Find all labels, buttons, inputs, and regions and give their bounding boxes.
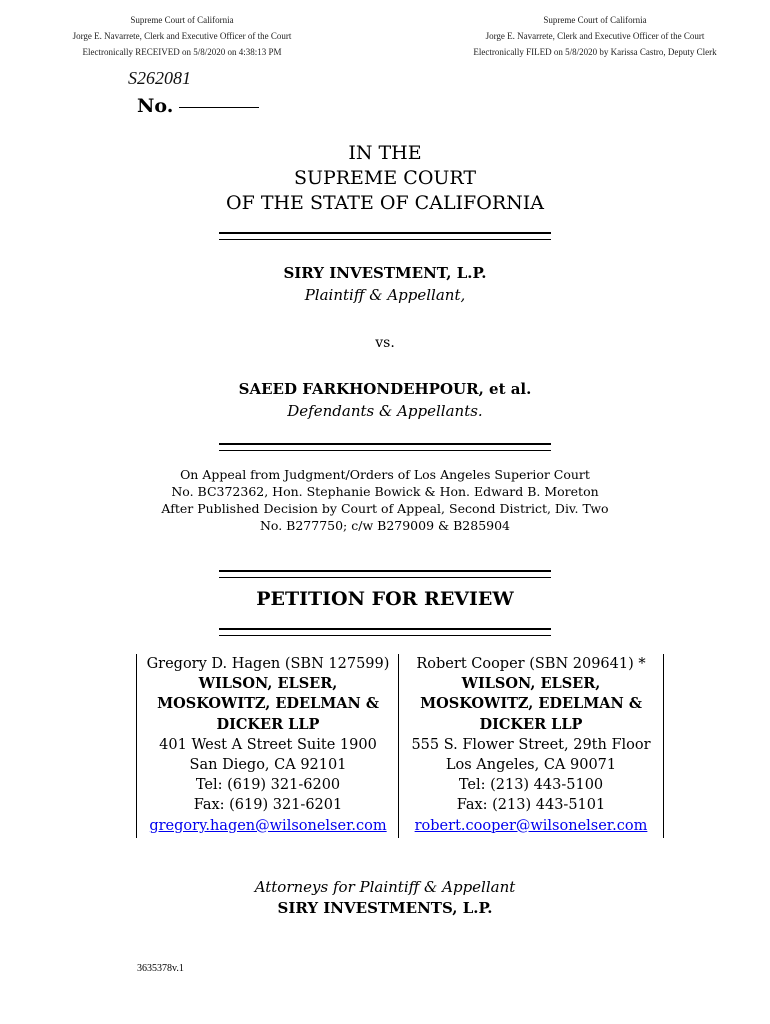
filed-stamp-clerk: Jorge E. Navarrete, Clerk and Executive Officer of the Court	[485, 31, 705, 41]
divider-rule-3	[219, 570, 551, 578]
counsel-address: 555 S. Flower Street, 29th Floor	[411, 736, 651, 753]
appeal-line-2: No. BC372362, Hon. Stephanie Bowick & Hon. Edward B. Moreton	[171, 484, 599, 499]
counsel-city: San Diego, CA 92101	[189, 757, 347, 774]
case-number-line	[137, 95, 259, 117]
counsel-firm-line: DICKER LLP	[479, 715, 583, 733]
defendant-block	[0, 378, 770, 422]
counsel-firm-line: WILSON, ELSER,	[198, 675, 338, 693]
counsel-name: Robert Cooper (SBN 209641) *	[416, 656, 646, 672]
filed-stamp	[430, 12, 760, 60]
counsel-email-link[interactable]: robert.cooper@wilsonelser.com	[414, 817, 648, 834]
counsel-city: Los Angeles, CA 90071	[445, 757, 617, 774]
counsel-firm-line: WILSON, ELSER,	[461, 675, 601, 693]
counsel-name: Gregory D. Hagen (SBN 127599)	[146, 656, 390, 672]
defendant-name: SAEED FARKHONDEHPOUR, et al.	[238, 380, 532, 398]
attorneys-for-block	[0, 877, 770, 919]
versus: vs.	[375, 335, 395, 351]
court-line-3: OF THE STATE OF CALIFORNIA	[226, 192, 544, 214]
received-stamp-clerk: Jorge E. Navarrete, Clerk and Executive Officer of the Court	[72, 31, 292, 41]
counsel-email-link[interactable]: gregory.hagen@wilsonelser.com	[149, 817, 387, 834]
case-number-label: No.	[137, 95, 174, 117]
document-title: PETITION FOR REVIEW	[256, 588, 514, 610]
counsel-firm-line: MOSKOWITZ, EDELMAN &	[420, 695, 642, 713]
counsel-tel: Tel: (213) 443-5100	[458, 777, 604, 794]
divider-rule-2	[219, 443, 551, 451]
court-line-2: SUPREME COURT	[293, 167, 477, 189]
appeal-line-4: No. B277750; c/w B279009 & B285904	[259, 518, 511, 533]
counsel-table	[136, 654, 662, 838]
counsel-fax: Fax: (619) 321-6201	[193, 797, 343, 814]
received-stamp-status: Electronically RECEIVED on 5/8/2020 on 4:38:13 PM	[82, 47, 282, 57]
counsel-address: 401 West A Street Suite 1900	[159, 736, 377, 753]
appeal-line-3: After Published Decision by Court of Appeal, Second District, Div. Two	[161, 501, 609, 516]
counsel-firm-line: MOSKOWITZ, EDELMAN &	[157, 695, 379, 713]
counsel-column-left	[136, 654, 399, 838]
received-stamp	[17, 12, 347, 60]
case-number-handwritten: S262081	[128, 68, 191, 88]
divider-rule-1	[219, 232, 551, 240]
counsel-tel: Tel: (619) 321-6200	[195, 777, 341, 794]
filed-stamp-court: Supreme Court of California	[543, 15, 647, 25]
plaintiff-name: SIRY INVESTMENT, L.P.	[283, 264, 487, 282]
appeal-line-1: On Appeal from Judgment/Orders of Los Angeles Superior Court	[180, 467, 590, 482]
attorneys-for-client: SIRY INVESTMENTS, L.P.	[277, 899, 493, 917]
plaintiff-block	[0, 262, 770, 306]
case-number-blank	[179, 107, 259, 108]
defendant-role: Defendants & Appellants.	[287, 402, 483, 420]
document-id: 3635378v.1	[137, 963, 184, 974]
counsel-firm-line: DICKER LLP	[216, 715, 320, 733]
attorneys-for-role: Attorneys for Plaintiff & Appellant	[254, 878, 516, 896]
received-stamp-court: Supreme Court of California	[130, 15, 234, 25]
court-caption	[0, 141, 770, 216]
court-line-1: IN THE	[348, 142, 422, 164]
filed-stamp-status: Electronically FILED on 5/8/2020 by Karissa Castro, Deputy Clerk	[473, 47, 717, 57]
counsel-column-right	[398, 654, 664, 838]
plaintiff-role: Plaintiff & Appellant,	[304, 286, 466, 304]
divider-rule-4	[219, 628, 551, 636]
appeal-info	[0, 466, 770, 534]
counsel-fax: Fax: (213) 443-5101	[456, 797, 606, 814]
